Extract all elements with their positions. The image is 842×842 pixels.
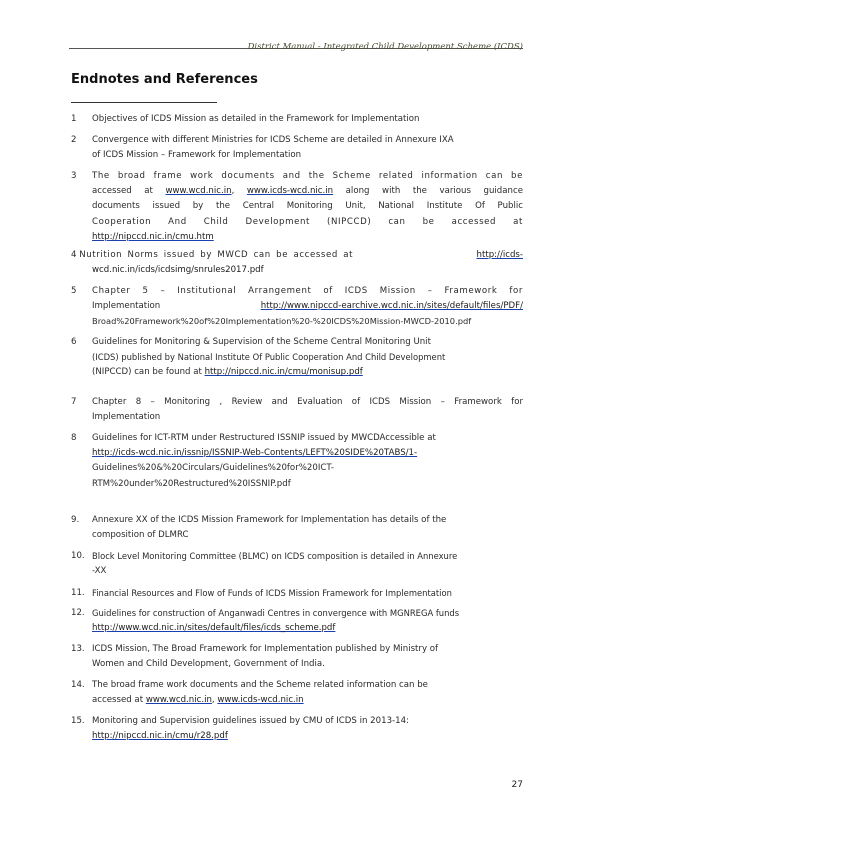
endnote-number: 7 xyxy=(71,397,77,407)
endnote-text: Annexure XX of the ICDS Mission Framework for Implementation has details of the xyxy=(92,515,447,525)
endnote-text: composition of DLMRC xyxy=(92,530,189,541)
link-wcd[interactable]: www.wcd.nic.in xyxy=(165,186,232,197)
link-nipccd-cmu[interactable]: http://nipccd.nic.in/cmu.htm xyxy=(92,231,214,242)
endnote-text: Block Level Monitoring Committee (BLMC) on ICDS composition is detailed in Annexure xyxy=(92,551,458,561)
endnote-text: Cooperation And Child Development (NIPCCD) can be accessed at xyxy=(92,216,523,227)
endnote-text-line: accessed at www.wcd.nic.in, www.icds-wcd.nic.in along with the various guidance xyxy=(92,186,523,197)
header-text: District Manual - Integrated Child Development Scheme (ICDS) xyxy=(247,42,523,52)
endnote-number: 2 xyxy=(71,135,77,145)
endnote-4 xyxy=(71,248,523,278)
endnote-text: Objectives of ICDS Mission as detailed in the Framework for Implementation xyxy=(92,114,420,124)
link-icds-wcd[interactable]: www.icds-wcd.nic.in xyxy=(217,695,304,706)
section-title: Endnotes and References xyxy=(71,72,258,87)
page-number: 27 xyxy=(511,780,523,790)
endnote-text: Broad%20Framework%20of%20Implementation%20-%20ICDS%20Mission-MWCD-2010.pdf xyxy=(92,316,472,327)
endnote-number: 4 xyxy=(71,250,77,260)
endnote-text: Convergence with different Ministries for ICDS Scheme are detailed in Annexure IXA xyxy=(92,135,454,145)
endnote-number: 9. xyxy=(71,515,80,525)
endnote-number: 10. xyxy=(71,551,85,561)
endnote-text-line: Implementation http://www.nipccd-earchive.wcd.nic.in/sites/default/files/PDF/ xyxy=(92,299,523,314)
endnote-number: 5 xyxy=(71,286,77,296)
endnote-text: Chapter 5 – Institutional Arrangement of ICDS Mission – Framework for xyxy=(92,286,523,296)
endnote-text-line: accessed at www.wcd.nic.in, www.icds-wcd.nic.in xyxy=(92,695,304,706)
link-wcd[interactable]: www.wcd.nic.in xyxy=(145,695,212,706)
endnote-text: RTM%20under%20Restructured%20ISSNIP.pdf xyxy=(92,478,291,489)
endnote-text: Monitoring and Supervision guidelines issued by CMU of ICDS in 2013-14: xyxy=(92,716,409,726)
endnote-number: 1 xyxy=(71,114,77,124)
endnote-text: Women and Child Development, Government of India. xyxy=(92,659,325,670)
endnote-number: 6 xyxy=(71,337,77,347)
link-icds-nutrition[interactable]: http://icds- xyxy=(476,250,523,260)
link-icds-nutrition-cont[interactable]: wcd.nic.in/icds/icdsimg/snrules2017.pdf xyxy=(92,265,264,276)
endnote-text: Nutrition Norms issued by MWCD can be accessed at xyxy=(79,250,354,260)
endnote-text: Guidelines for ICT-RTM under Restructured ISSNIP issued by MWCDAccessible at xyxy=(92,433,436,443)
endnote-text: Guidelines for Monitoring & Supervision of the Scheme Central Monitoring Unit xyxy=(92,337,431,347)
endnote-text: Financial Resources and Flow of Funds of ICDS Mission Framework for Implementation xyxy=(92,588,452,598)
endnote-number: 11. xyxy=(71,588,85,598)
endnote-number: 14. xyxy=(71,680,85,690)
footnote-divider xyxy=(71,102,217,103)
endnote-text: documents issued by the Central Monitoring Unit, National Institute Of Public xyxy=(92,201,523,212)
endnote-text: of ICDS Mission – Framework for Implementation xyxy=(92,150,302,161)
running-header xyxy=(69,34,523,52)
endnote-text: -XX xyxy=(92,566,107,577)
endnote-number: 12. xyxy=(71,608,85,618)
link-nipccd-earchive[interactable]: http://www.nipccd-earchive.wcd.nic.in/sites/default/files/PDF/ xyxy=(260,301,523,312)
link-wcd-icds-scheme[interactable]: http://www.wcd.nic.in/sites/default/files/icds_scheme.pdf xyxy=(92,623,336,634)
endnote-number: 3 xyxy=(71,171,77,181)
endnote-text: The broad frame work documents and the Scheme related information can be xyxy=(92,680,428,690)
link-nipccd-monisup[interactable]: http://nipccd.nic.in/cmu/monisup.pdf xyxy=(204,367,363,378)
endnote-text: Guidelines%20&%20Circulars/Guidelines%20for%20ICT- xyxy=(92,463,334,474)
endnote-text-line: (NIPCCD) can be found at http://nipccd.nic.in/cmu/monisup.pdf xyxy=(92,367,363,378)
endnote-text: Chapter 8 – Monitoring , Review and Evaluation of ICDS Mission – Framework for xyxy=(92,397,523,407)
endnote-text-line xyxy=(71,248,523,263)
endnote-number: 15. xyxy=(71,716,85,726)
endnote-text: The broad frame work documents and the Scheme related information can be xyxy=(92,171,523,181)
endnote-text: (ICDS) published by National Institute Of Public Cooperation And Child Development xyxy=(92,352,446,363)
endnote-text: Implementation xyxy=(92,412,161,423)
endnote-text: Guidelines for construction of Anganwadi Centres in convergence with MGNREGA funds xyxy=(92,608,460,618)
endnote-number: 8 xyxy=(71,433,77,443)
endnote-text: ICDS Mission, The Broad Framework for Implementation published by Ministry of xyxy=(92,644,439,654)
endnote-number: 13. xyxy=(71,644,85,654)
link-icds-wcd[interactable]: www.icds-wcd.nic.in xyxy=(246,186,334,197)
link-icds-issnip[interactable]: http://icds-wcd.nic.in/issnip/ISSNIP-Web-Contents/LEFT%20SIDE%20TABS/1- xyxy=(92,448,418,459)
link-nipccd-r28[interactable]: http://nipccd.nic.in/cmu/r28.pdf xyxy=(92,731,228,742)
